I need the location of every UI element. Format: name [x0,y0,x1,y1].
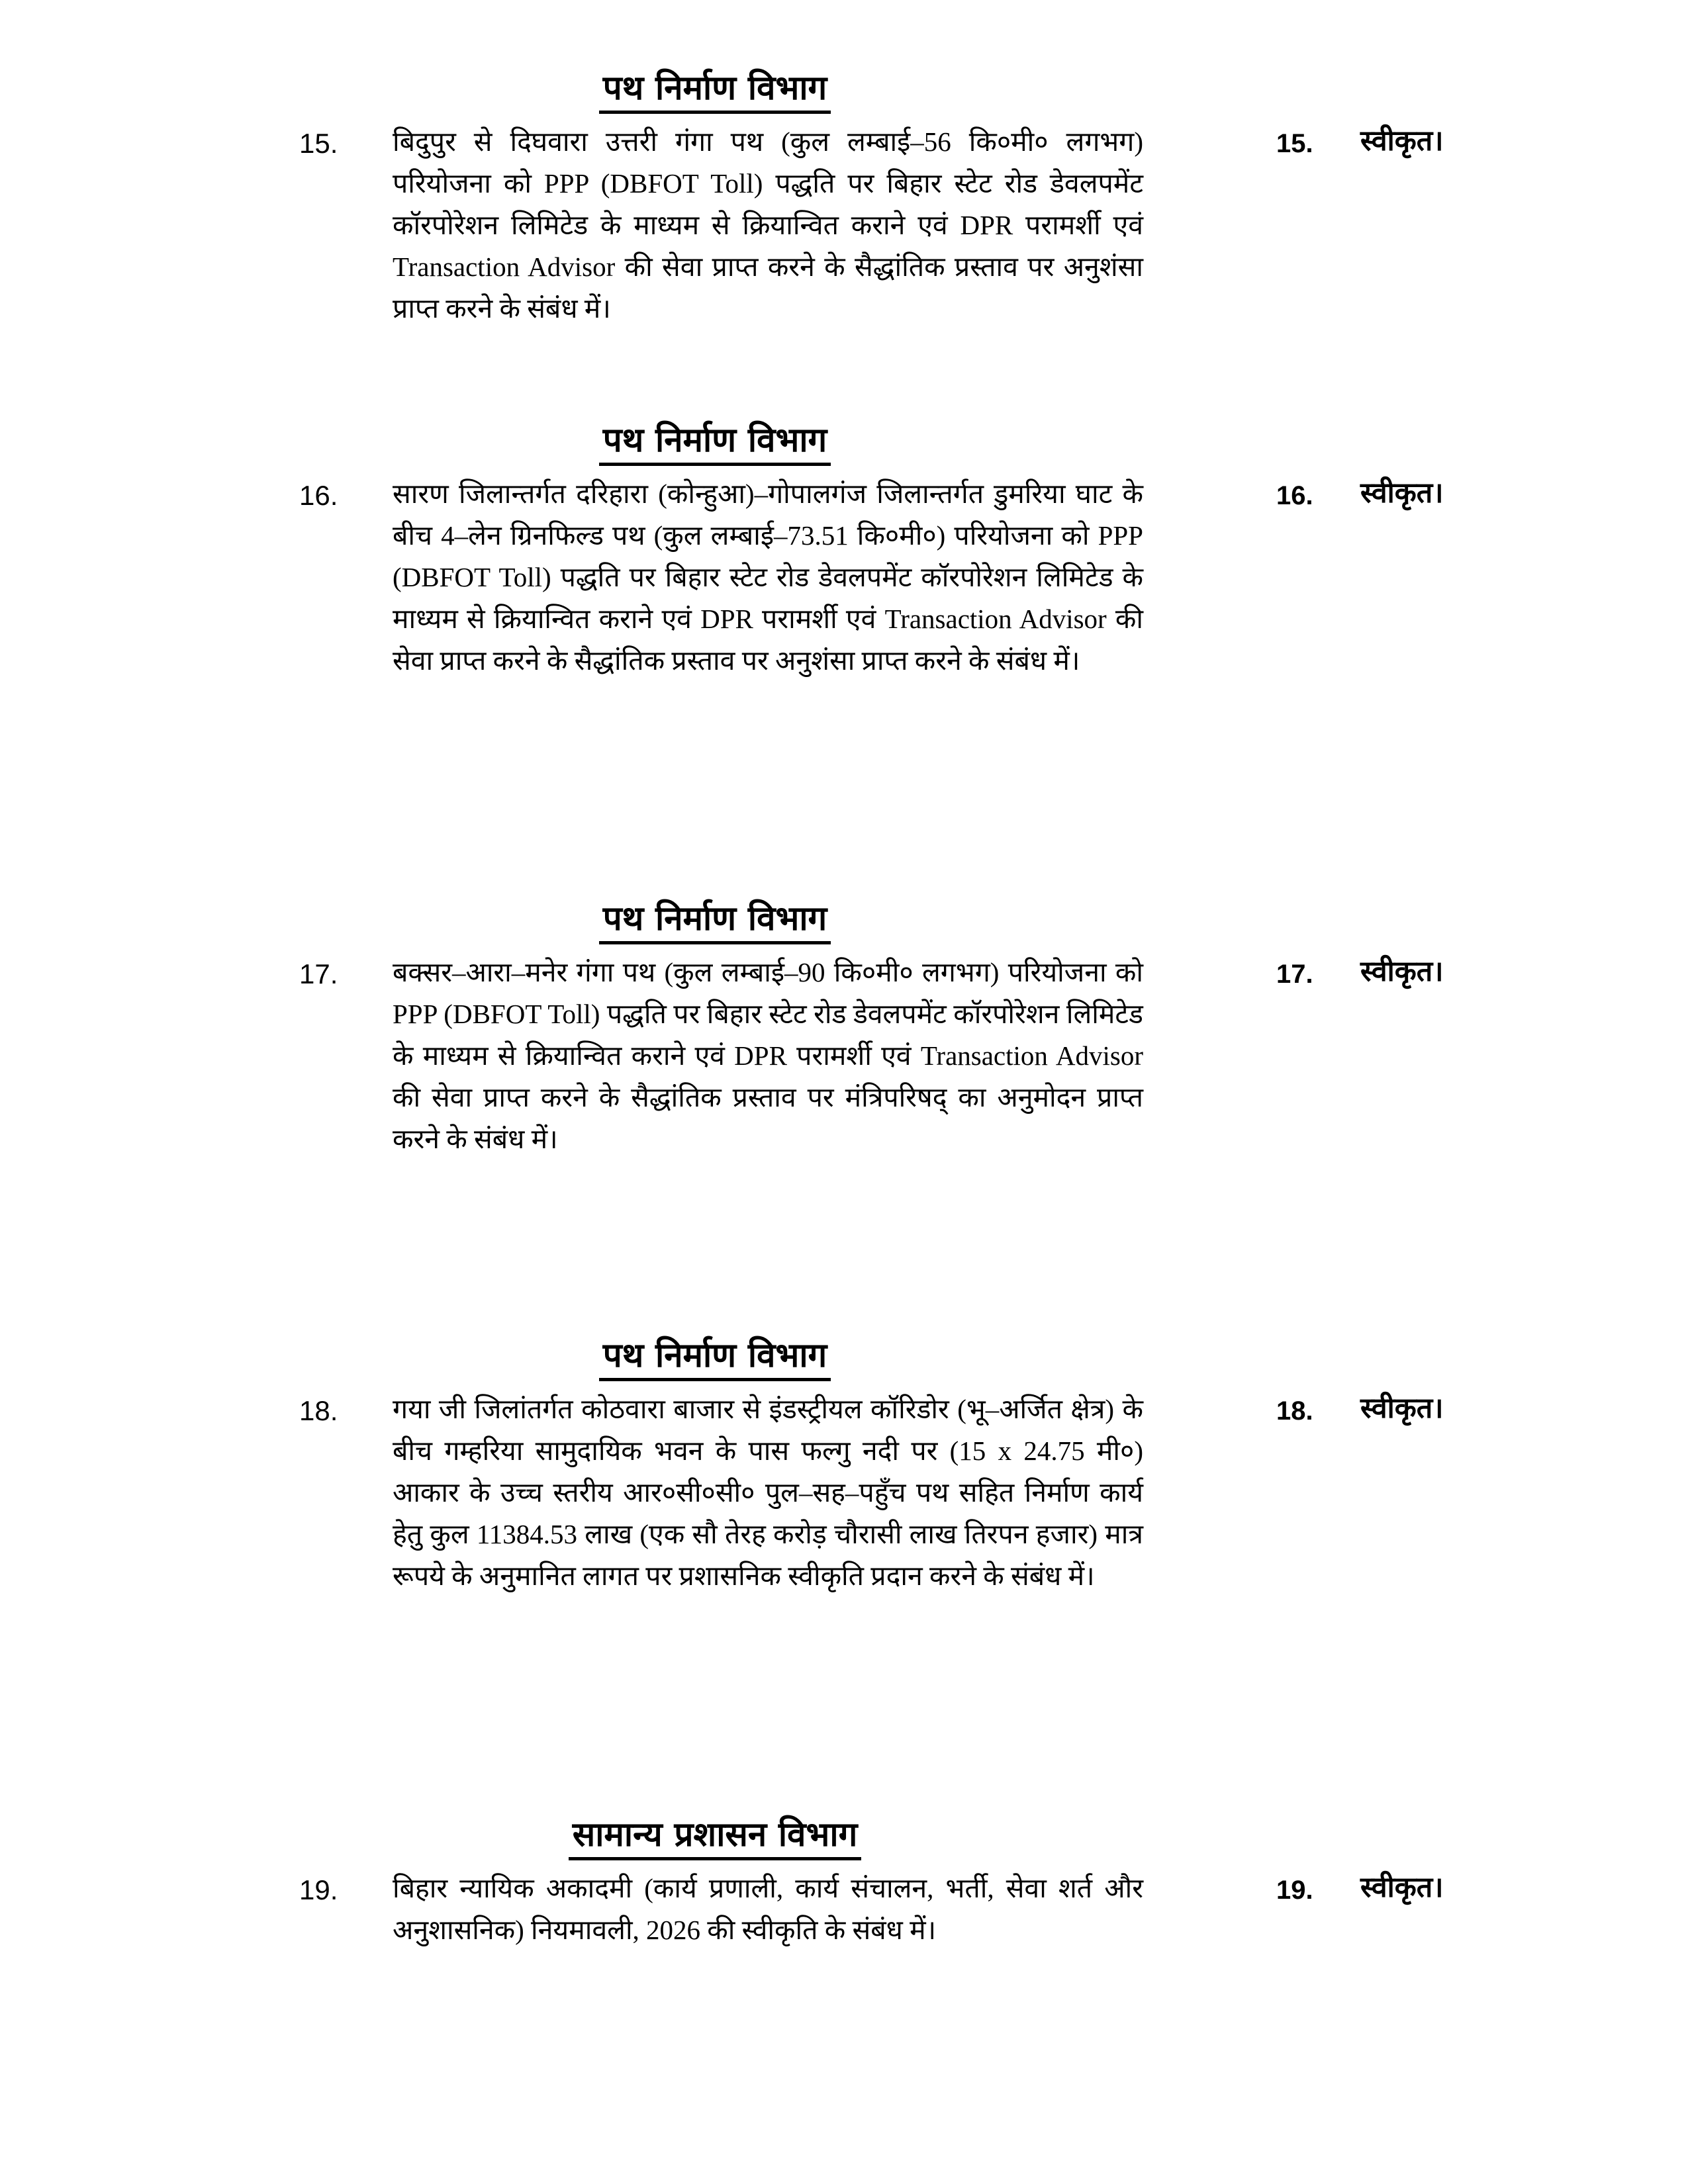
decision-status: स्वीकृत। [1360,955,1444,988]
department-heading: पथ निर्माण विभाग [599,69,831,114]
agenda-item-text: बिहार न्यायिक अकादमी (कार्य प्रणाली, कार्य संचालन, भर्ती, सेवा शर्त और अनुशासनिक) नियमावली, 2026 की स्वीकृति के संबंध में। [393,1873,1143,1945]
decision-item-number: 18. [1276,1396,1313,1426]
department-heading-wrap [278,69,1152,114]
department-heading-wrap [278,900,1152,944]
agenda-item-text: सारण जिलान्तर्गत दरिहारा (कोन्हुआ)–गोपालगंज जिलान्तर्गत डुमरिया घाट के बीच 4–लेन ग्रिनफिल्ड पथ (कुल लम्बाई–73.51 कि०मी०) परियोजना को PPP (DBFOT Toll) पद्धति पर बिहार स्टेट रोड डेवलपमेंट कॉरपोरेशन लिमिटेड के माध्यम से क्रियान्वित कराने एवं DPR परामर्शी एवं Transaction Advisor की सेवा प्राप्त करने के सैद्धांतिक प्रस्ताव पर अनुशंसा प्राप्त करने के संबंध में। [393,478,1143,676]
agenda-item-number: 16. [299,480,338,511]
decision-item-number: 16. [1276,481,1313,510]
department-heading: सामान्य प्रशासन विभाग [569,1816,862,1860]
decision-status: स्वीकृत। [1360,1392,1444,1425]
decision-item-number: 15. [1276,129,1313,158]
agenda-item-number: 18. [299,1395,338,1426]
decision-status: स्वीकृत। [1360,477,1444,510]
department-heading: पथ निर्माण विभाग [599,900,831,944]
department-heading-wrap [278,1816,1152,1860]
decision-item-number: 17. [1276,960,1313,989]
agenda-item-number: 15. [299,128,338,159]
decision-status: स्वीकृत। [1360,124,1444,158]
department-heading: पथ निर्माण विभाग [599,422,831,466]
agenda-item-text: बिदुपुर से दिघवारा उत्तरी गंगा पथ (कुल लम्बाई–56 कि०मी० लगभग) परियोजना को PPP (DBFOT Toll) पद्धति पर बिहार स्टेट रोड डेवलपमेंट कॉरपोरेशन लिमिटेड के माध्यम से क्रियान्वित कराने एवं DPR परामर्शी एवं Transaction Advisor की सेवा प्राप्त करने के सैद्धांतिक प्रस्ताव पर अनुशंसा प्राप्त करने के संबंध में। [393,126,1143,324]
agenda-item-number: 19. [299,1874,338,1905]
department-heading-wrap [278,1337,1152,1381]
department-heading: पथ निर्माण विभाग [599,1337,831,1381]
agenda-item-text: गया जी जिलांतर्गत कोठवारा बाजार से इंडस्ट्रीयल कॉरिडोर (भू–अर्जित क्षेत्र) के बीच गम्हरिया सामुदायिक भवन के पास फल्गु नदी पर (15 x 24.75 मी०) आकार के उच्च स्तरीय आर०सी०सी० पुल–सह–पहुँच पथ सहित निर्माण कार्य हेतु कुल 11384.53 लाख (एक सौ तेरह करोड़ चौरासी लाख तिरपन हजार) मात्र रूपये के अनुमानित लागत पर प्रशासनिक स्वीकृति प्रदान करने के संबंध में। [393,1394,1143,1591]
department-heading-wrap [278,422,1152,466]
decision-status: स्वीकृत। [1360,1871,1444,1904]
agenda-item-number: 17. [299,958,338,989]
decision-item-number: 19. [1276,1876,1313,1905]
agenda-item-text: बक्सर–आरा–मनेर गंगा पथ (कुल लम्बाई–90 कि०मी० लगभग) परियोजना को PPP (DBFOT Toll) पद्धति पर बिहार स्टेट रोड डेवलपमेंट कॉरपोरेशन लिमिटेड के माध्यम से क्रियान्वित कराने एवं DPR परामर्शी एवं Transaction Advisor की सेवा प्राप्त करने के सैद्धांतिक प्रस्ताव पर मंत्रिपरिषद् का अनुमोदन प्राप्त करने के संबंध में। [393,957,1143,1154]
